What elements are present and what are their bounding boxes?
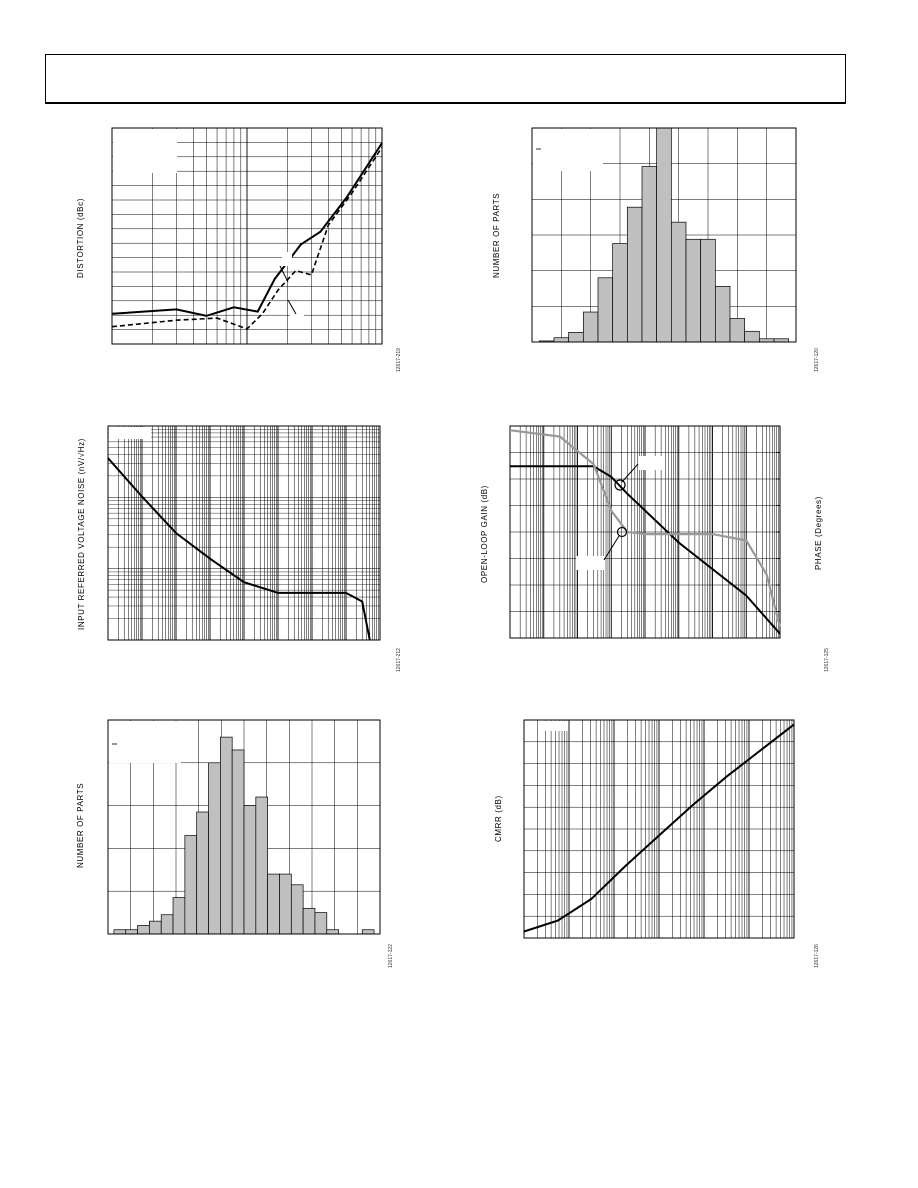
histogram-bottom-bar [315,913,327,934]
voltage-noise-plot [70,418,410,678]
histogram-bottom-y-axis-label: NUMBER OF PARTS [76,782,85,868]
histogram-bottom-bar [303,908,315,934]
histogram-top-plot [488,120,828,380]
voltage-noise-y-axis-label: INPUT REFERRED VOLTAGE NOISE (nV/√Hz) [77,438,86,630]
histogram-bottom-bar [161,915,173,934]
chart-histogram-top [488,120,828,380]
histogram-bottom-bar [268,874,280,934]
histogram-top-bar [642,167,657,342]
histogram-top-y-axis-label: NUMBER OF PARTS [492,192,501,278]
chart-histogram-bottom [70,712,410,972]
histogram-bottom-bar [138,925,150,934]
chart-voltage-noise [70,418,410,678]
open-loop-gain-plot [474,418,834,678]
distortion-plot [70,120,410,380]
histogram-bottom-bar [209,763,221,934]
gain-callout-line [622,464,638,482]
cmrr-figure-id: 12617-126 [814,944,820,968]
histogram-bottom-plot [70,712,410,972]
histogram-top-bar [613,244,628,342]
histogram-bottom-bar [114,930,126,934]
voltage-noise-legend-blank [109,427,151,439]
cmrr-plot [488,712,828,972]
histogram-bottom-bar [126,930,138,934]
cmrr-y-axis-label: CMRR (dB) [494,795,503,842]
distortion-annotation-box [290,314,304,328]
histogram-top-bar [745,331,760,342]
histogram-bottom-bar [232,750,244,934]
open-loop-gain-figure-id: 12617-125 [824,648,830,672]
distortion-y-axis-label: DISTORTION (dBc) [76,198,85,278]
phase-y-axis-label: PHASE (Degrees) [814,496,823,570]
histogram-top-figure-id: 12617-120 [814,348,820,372]
histogram-top-bar [627,207,642,342]
distortion-annotation-box [282,252,292,266]
distortion-annotation-arrow [280,266,288,282]
histogram-bottom-bar [279,874,291,934]
histogram-top-bar [598,278,613,342]
histogram-bottom-legend-blank [109,721,181,763]
histogram-top-bar [554,338,569,342]
histogram-top-bar [569,332,584,342]
distortion-legend-blank [113,129,177,173]
histogram-bottom-bar [327,930,339,934]
distortion-annotation-arrow [288,300,296,314]
histogram-top-bar [686,239,701,342]
distortion-figure-id: 12617-219 [396,348,402,372]
chart-distortion [70,120,410,380]
histogram-bottom-bar [197,812,209,934]
histogram-bottom-bar [362,930,374,934]
histogram-bottom-figure-id: 12617-122 [388,944,394,968]
histogram-bottom-bar [256,797,268,934]
histogram-top-bar [730,318,745,342]
histogram-bottom-bar [185,836,197,934]
histogram-bottom-bar [244,806,256,934]
histogram-bottom-bar [173,898,185,934]
histogram-top-bar [715,286,730,342]
chart-cmrr [488,712,828,972]
phase-callout-box [576,556,604,570]
page-header-box [45,54,846,104]
histogram-top-bar [671,222,686,342]
gain-callout-box [638,456,664,470]
histogram-top-legend-blank [533,129,603,171]
open-loop-gain-y-axis-label: OPEN-LOOP GAIN (dB) [480,485,489,583]
histogram-bottom-bar [291,885,303,934]
histogram-bottom-bar [149,921,161,934]
cmrr-legend-blank [538,721,568,731]
voltage-noise-figure-id: 12617-212 [396,648,402,672]
histogram-top-bar [583,312,598,342]
chart-open-loop-gain [474,418,834,678]
histogram-top-bar [657,128,672,342]
histogram-bottom-bar [220,737,232,934]
histogram-top-bar [701,239,716,342]
